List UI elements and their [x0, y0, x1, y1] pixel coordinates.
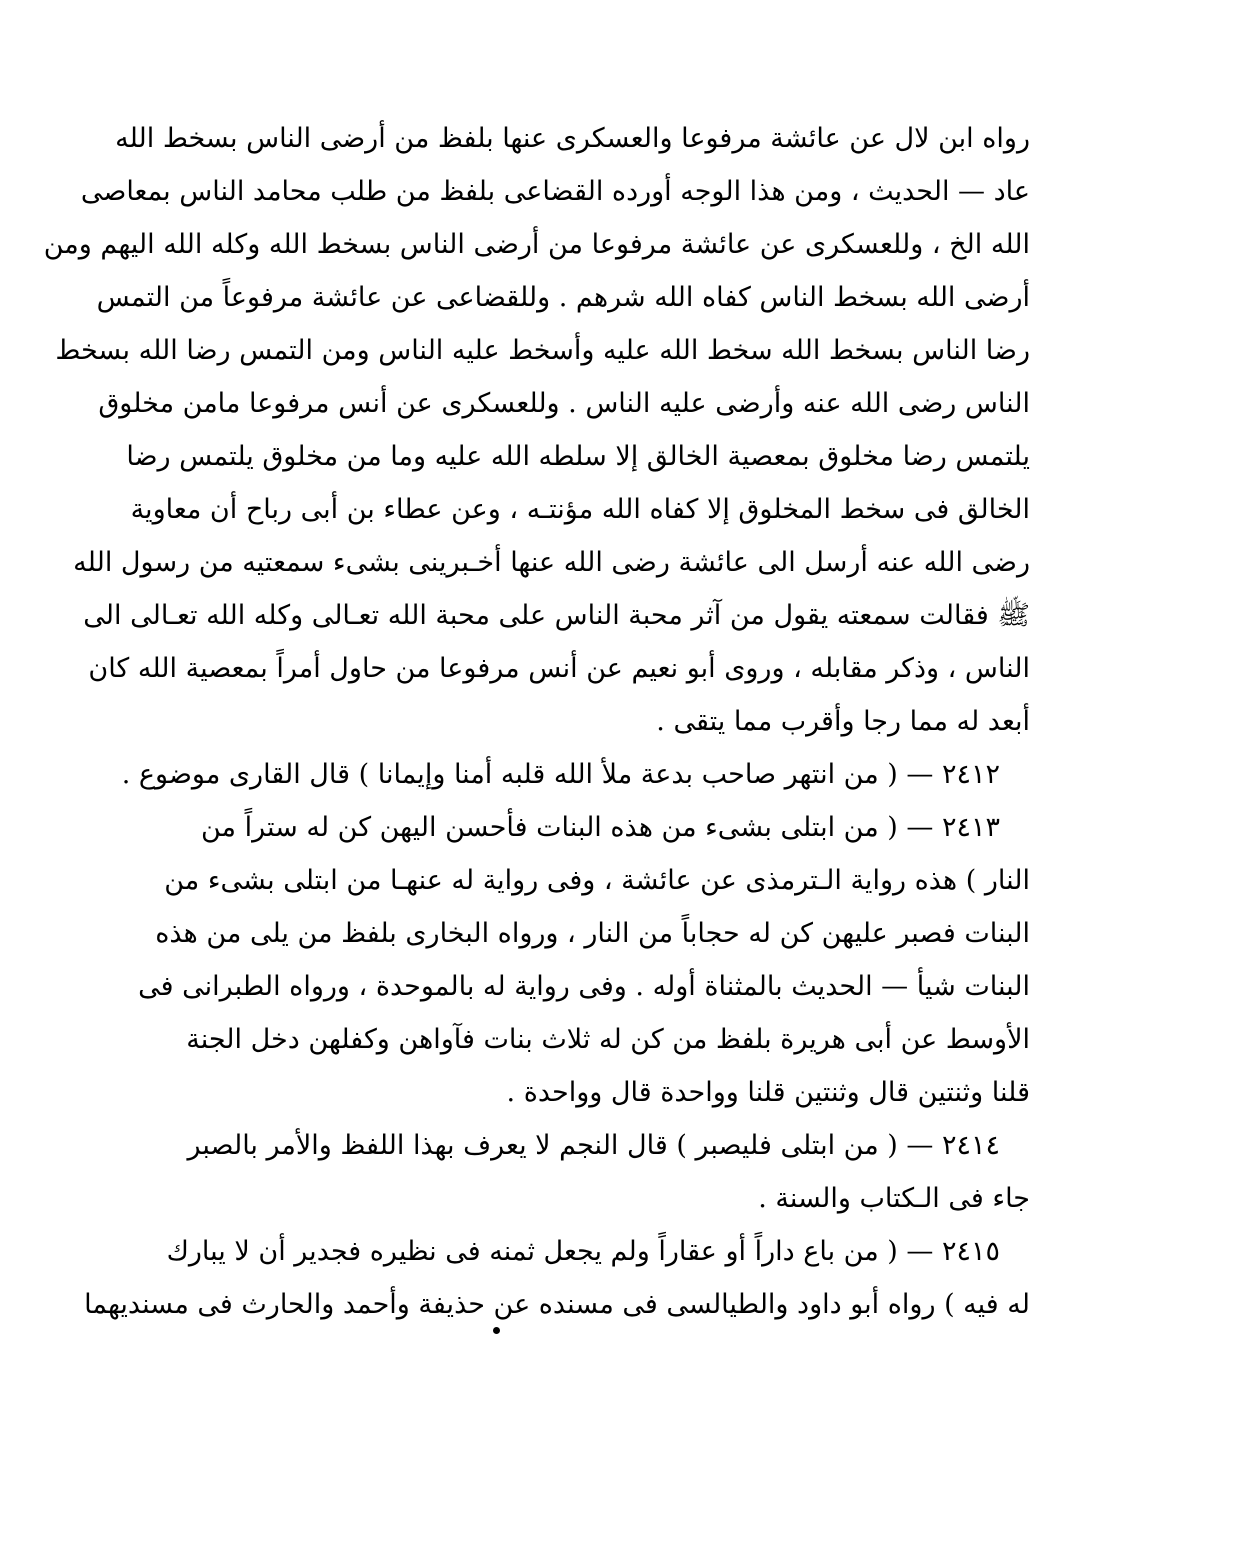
text-line: رضى الله عنه أرسل الى عائشة رضى الله عنها أخـبرينى بشىء سمعتيه من رسول الله	[73, 547, 1030, 578]
ink-dot	[493, 1327, 500, 1334]
hadith-entry-2412: ٢٤١٢ — ( من انتهر صاحب بدعة ملأ الله قلبه أمنا وإيمانا ) قال القارى موضوع .	[121, 759, 1000, 790]
hadith-entry-2414: ٢٤١٤ — ( من ابتلى فليصبر ) قال النجم لا يعرف بهذا اللفظ والأمر بالصبر	[187, 1130, 1000, 1161]
text-line: البنات شيأ — الحديث بالمثناة أوله . وفى رواية له بالموحدة ، ورواه الطبرانى فى	[138, 971, 1030, 1002]
arabic-text-body	[43, 112, 1030, 1331]
text-line: رواه ابن لال عن عائشة مرفوعا والعسكرى عنها بلفظ من أرضى الناس بسخط الله	[115, 123, 1030, 154]
text-line: يلتمس رضا مخلوق بمعصية الخالق إلا سلطه الله عليه وما من مخلوق يلتمس رضا	[126, 441, 1030, 472]
text-line: البنات فصبر عليهن كن له حجاباً من النار ، ورواه البخارى بلفظ من يلى من هذه	[155, 918, 1030, 949]
text-line: قلنا وثنتين قال وثنتين قلنا وواحدة قال وواحدة .	[506, 1077, 1030, 1108]
text-line: أبعد له مما رجا وأقرب مما يتقى .	[656, 706, 1030, 737]
hadith-entry-2415: ٢٤١٥ — ( من باع داراً أو عقاراً ولم يجعل ثمنه فى نظيره فجدير أن لا يبارك	[166, 1236, 1000, 1267]
text-line: رضا الناس بسخط الله سخط الله عليه وأسخط عليه الناس ومن التمس رضا الله بسخط	[55, 335, 1030, 366]
text-line: جاء فى الـكتاب والسنة .	[758, 1183, 1030, 1214]
text-line: عاد — الحديث ، ومن هذا الوجه أورده القضاعى بلفظ من طلب محامد الناس بمعاصى	[80, 176, 1030, 207]
text-line: النار ) هذه رواية الـترمذى عن عائشة ، وفى رواية له عنهـا من ابتلى بشىء من	[164, 865, 1030, 896]
text-line: الله الخ ، وللعسكرى عن عائشة مرفوعا من أرضى الناس بسخط الله وكله الله اليهم ومن	[43, 229, 1030, 260]
text-line: الخالق فى سخط المخلوق إلا كفاه الله مؤنتـه ، وعن عطاء بن أبى رباح أن معاوية	[130, 494, 1030, 525]
text-line: الناس رضى الله عنه وأرضى عليه الناس . وللعسكرى عن أنس مرفوعا مامن مخلوق	[98, 388, 1030, 419]
hadith-entry-2413: ٢٤١٣ — ( من ابتلى بشىء من هذه البنات فأحسن اليهن كن له ستراً من	[201, 812, 1000, 843]
text-line: ﷺ فقالت سمعته يقول من آثر محبة الناس على محبة الله تعـالى وكله الله تعـالى الى	[83, 600, 1030, 631]
text-line: الأوسط عن أبى هريرة بلفظ من كن له ثلاث بنات فآواهن وكفلهن دخل الجنة	[186, 1024, 1030, 1055]
text-line: الناس ، وذكر مقابله ، وروى أبو نعيم عن أنس مرفوعا من حاول أمراً بمعصية الله كان	[88, 653, 1030, 684]
text-line: أرضى الله بسخط الناس كفاه الله شرهم . وللقضاعى عن عائشة مرفوعاً من التمس	[96, 282, 1030, 313]
text-line: له فيه ) رواه أبو داود والطيالسى فى مسنده عن حذيفة وأحمد والحارث فى مسنديهما	[84, 1289, 1030, 1320]
